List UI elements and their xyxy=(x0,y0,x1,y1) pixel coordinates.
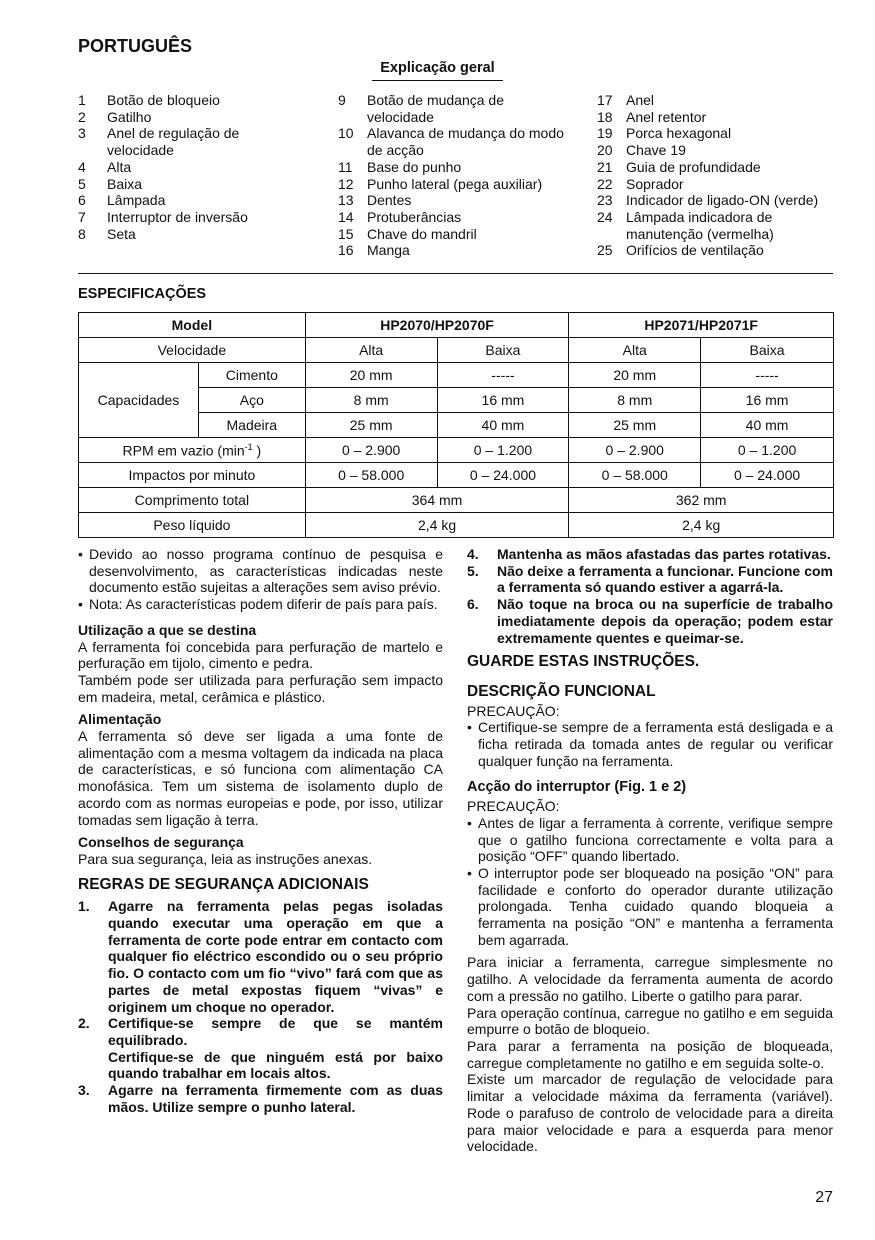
page-number: 27 xyxy=(815,1189,833,1206)
table-cell: ----- xyxy=(701,363,834,388)
legend-item: 15 Chave do mandril xyxy=(338,225,477,242)
list-item: 6. Não toque na broca ou na superfície de trabalho imediatamente depois da operação; podem estar extremamente quentes e queimar-se. xyxy=(467,596,833,646)
table-cell: 8 mm xyxy=(569,388,701,413)
table-cell: 16 mm xyxy=(437,388,569,413)
table-cell: Capacidades xyxy=(79,363,199,438)
legend-item: 23 Indicador de ligado-ON (verde) xyxy=(597,192,819,209)
legend-item: 12 Punho lateral (pega auxiliar) xyxy=(338,175,543,192)
list-item: 5. Não deixe a ferramenta a funcionar. Funcione com a ferramenta só quando estiver a agarrá-la. xyxy=(467,562,833,596)
guarde-instrucoes: GUARDE ESTAS INSTRUÇÕES. xyxy=(467,653,700,671)
table-cell: 40 mm xyxy=(437,413,569,438)
table-cell: 2,4 kg xyxy=(305,513,569,538)
table-row xyxy=(79,313,834,338)
legend-item: 20 Chave 19 xyxy=(597,142,686,159)
precaucao-label: PRECAUÇÃO: xyxy=(467,702,560,719)
table-cell: 0 – 58.000 xyxy=(569,463,701,488)
body-paragraph: Para iniciar a ferramenta, carregue simplesmente no gatilho. A velocidade da ferramenta aumenta de acordo com a pressão no gatilho. Liberte o gatilho para parar. xyxy=(467,954,833,1004)
table-cell: 364 mm xyxy=(305,488,569,513)
table-cell: 0 – 1.200 xyxy=(437,438,569,463)
specifications-table xyxy=(78,312,834,538)
legend-item: 18 Anel retentor xyxy=(597,108,707,125)
legend-item: 4 Alta xyxy=(78,158,132,175)
table-row xyxy=(79,338,834,363)
table-cell: Peso líquido xyxy=(79,513,306,538)
section-divider xyxy=(78,273,833,274)
legend-item: 8 Seta xyxy=(78,225,136,242)
table-cell: HP2071/HP2071F xyxy=(569,313,834,338)
regras-heading: REGRAS DE SEGURANÇA ADICIONAIS xyxy=(78,875,369,893)
table-cell: 16 mm xyxy=(701,388,834,413)
table-cell: HP2070/HP2070F xyxy=(305,313,569,338)
table-cell: 0 – 24.000 xyxy=(437,463,569,488)
legend-item: 19 Porca hexagonal xyxy=(597,125,732,142)
table-row xyxy=(79,513,834,538)
legend-item: 2 Gatilho xyxy=(78,108,152,125)
legend-item: 16 Manga xyxy=(338,242,410,259)
table-cell: ----- xyxy=(437,363,569,388)
conselhos-paragraph: Para sua segurança, leia as instruções anexas. xyxy=(78,850,373,867)
right-column xyxy=(467,546,833,1155)
legend-item: 11 Base do punho xyxy=(338,158,462,175)
legend-item: 7 Interruptor de inversão xyxy=(78,208,248,225)
list-item: 2. Certifique-se sempre de que se mantém equilibrado. Certifique-se de que ninguém está por baixo quando trabalhar em locais altos. xyxy=(78,1015,443,1082)
table-cell: Comprimento total xyxy=(79,488,306,513)
table-cell: Alta xyxy=(569,338,701,363)
legend-item: 6 Lâmpada xyxy=(78,192,166,209)
utilizacao-heading: Utilização a que se destina xyxy=(78,621,257,638)
list-item: 3. Agarre na ferramenta firmemente com as duas mãos. Utilize sempre o punho lateral. xyxy=(78,1082,443,1115)
table-cell: 40 mm xyxy=(701,413,834,438)
legend-item: 10 Alavanca de mudança do modo de acção xyxy=(338,125,564,159)
alimentacao-paragraph: A ferramenta só deve ser ligada a uma fonte de alimentação com a mesma voltagem da indicada na placa de características, e só funciona com alimentação CA monofásica. Tem um sistema de isolamento duplo de acordo com as normas europeias e pode, por isso, utilizar tomadas sem ligação à terra. xyxy=(78,728,443,828)
table-cell: Madeira xyxy=(198,413,305,438)
table-cell: 20 mm xyxy=(305,363,437,388)
list-item: • Devido ao nosso programa contínuo de pesquisa e desenvolvimento, as características indicadas neste documento estão sujeitas a alterações sem aviso prévio. xyxy=(78,546,443,596)
legend-item: 25 Orifícios de ventilação xyxy=(597,242,764,259)
conselhos-heading: Conselhos de segurança xyxy=(78,834,244,851)
table-cell: 8 mm xyxy=(305,388,437,413)
page-language-heading: PORTUGUÊS xyxy=(78,36,193,56)
list-item: • Certifique-se sempre de a ferramenta está desligada e a ficha retirada da tomada antes de regular ou verificar qualquer função na ferramenta. xyxy=(467,719,833,769)
legend-item: 14 Protuberâncias xyxy=(338,208,462,225)
table-cell: 0 – 2.900 xyxy=(305,438,437,463)
accao-interruptor-heading: Acção do interruptor (Fig. 1 e 2) xyxy=(467,779,687,796)
utilizacao-paragraph: Também pode ser utilizada para perfuração sem impacto em madeira, metal, cerâmica e plástico. xyxy=(78,671,443,705)
legend-item: 9 Botão de mudança de velocidade xyxy=(338,92,504,125)
alimentacao-heading: Alimentação xyxy=(78,711,162,728)
legend-item: 21 Guia de profundidade xyxy=(597,158,761,175)
legend-item: 22 Soprador xyxy=(597,175,684,192)
table-cell: Aço xyxy=(198,388,305,413)
table-cell: Baixa xyxy=(701,338,834,363)
table-cell: Impactos por minuto xyxy=(79,463,306,488)
legend-item: 3 Anel de regulação de velocidade xyxy=(78,125,240,159)
legend-item: 24 Lâmpada indicadora de manutenção (vermelha) xyxy=(597,208,774,242)
list-item: • Antes de ligar a ferramenta à corrente, verifique sempre que o gatilho funciona correctamente e volta para a posição “OFF” quando libertado. xyxy=(467,814,833,865)
table-row xyxy=(79,438,834,463)
table-cell: 362 mm xyxy=(569,488,834,513)
table-cell: 0 – 58.000 xyxy=(305,463,437,488)
legend-item: 17 Anel xyxy=(597,92,655,108)
table-cell: RPM em vazio ($\min^{-1}$ ) xyxy=(79,438,306,463)
legend-item: 1 Botão de bloqueio xyxy=(78,92,220,108)
table-cell: Cimento xyxy=(198,363,305,388)
especificacoes-heading: ESPECIFICAÇÕES xyxy=(78,286,207,302)
table-cell: Velocidade xyxy=(79,338,306,363)
table-cell: Baixa xyxy=(437,338,569,363)
table-row xyxy=(79,363,834,388)
legend-item: 13 Dentes xyxy=(338,192,412,209)
table-cell: Model xyxy=(79,313,306,338)
table-cell: 0 – 24.000 xyxy=(701,463,834,488)
list-item: 4. Mantenha as mãos afastadas das partes rotativas. xyxy=(467,546,831,562)
body-paragraph: Para operação contínua, carregue no gatilho e em seguida empurre o botão de bloqueio. xyxy=(467,1004,833,1038)
table-row xyxy=(79,463,834,488)
list-item: 1. Agarre na ferramenta pelas pegas isoladas quando executar uma operação em que a ferramenta de corte pode entrar em contacto com qualquer fio eléctrico escondido ou o seu próprio fio. O contacto com um fio “vivo” fará com que as partes de metal expostas fiquem “vivas” e originem um choque no operador. xyxy=(78,898,443,1015)
table-cell: 0 – 2.900 xyxy=(569,438,701,463)
precaucao-label: PRECAUÇÃO: xyxy=(467,798,560,815)
list-item: • Nota: As características podem diferir de país para país. xyxy=(78,596,438,613)
legend-column-3 xyxy=(597,92,837,259)
body-paragraph: Para parar a ferramenta na posição de bloqueada, carregue completamente no gatilho e em seguida solte-o. xyxy=(467,1037,833,1071)
legend-item: 5 Baixa xyxy=(78,175,143,192)
descricao-heading: DESCRIÇÃO FUNCIONAL xyxy=(467,682,656,700)
table-row xyxy=(79,488,834,513)
table-cell: 25 mm xyxy=(305,413,437,438)
legend-column-2 xyxy=(338,92,578,259)
list-item: • O interruptor pode ser bloqueado na posição “ON” para facilidade e conforto do operador durante utilização prolongada. Tenha cuidado quando bloqueia a ferramenta na posição “ON” e mantenha a ferramenta bem agarrada. xyxy=(467,864,833,948)
table-cell: 2,4 kg xyxy=(569,513,834,538)
table-cell: 0 – 1.200 xyxy=(701,438,834,463)
table-cell: Alta xyxy=(305,338,437,363)
table-cell: 20 mm xyxy=(569,363,701,388)
left-column xyxy=(78,546,443,1116)
body-paragraph: Existe um marcador de regulação de velocidade para limitar a velocidade máxima da ferramenta (variável). Rode o parafuso de controlo de velocidade para a direita para maior velocidade e para a esquerda para menor velocidade. xyxy=(467,1071,833,1155)
utilizacao-paragraph: A ferramenta foi concebida para perfuração de martelo e perfuração em tijolo, cimento e pedra. xyxy=(78,638,443,672)
table-cell: 25 mm xyxy=(569,413,701,438)
explicacao-geral-title: Explicação geral xyxy=(0,60,875,76)
legend-column-1 xyxy=(78,92,318,242)
